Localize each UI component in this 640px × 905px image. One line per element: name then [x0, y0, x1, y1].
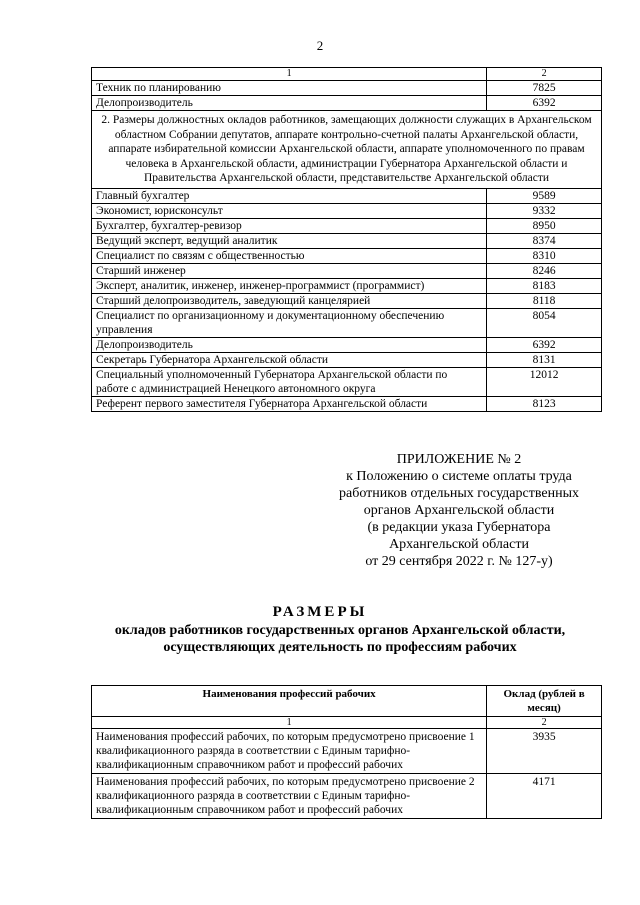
- salary-table-workers: [91, 685, 602, 819]
- column-number-1: 1: [92, 717, 487, 729]
- position-name: Старший инженер: [92, 263, 487, 278]
- position-salary: 7825: [487, 81, 602, 96]
- position-salary: 9589: [487, 188, 602, 203]
- table-row: [92, 203, 602, 218]
- table-row: [92, 308, 602, 337]
- document-title: РАЗМЕРЫ: [272, 604, 368, 620]
- document-subtitle: окладов работников государственных органов Архангельской области, осуществляющих деятельность по профессиям рабочих: [114, 623, 566, 655]
- table-row: [92, 367, 602, 396]
- position-salary: 8054: [487, 308, 602, 337]
- appendix-line: органов Архангельской области: [363, 503, 555, 518]
- position-salary: 9332: [487, 203, 602, 218]
- table-row: [92, 233, 602, 248]
- position-salary: 6392: [487, 96, 602, 111]
- appendix-heading: [318, 451, 600, 570]
- position-name: Специалист по связям с общественностью: [92, 248, 487, 263]
- position-salary: 8118: [487, 293, 602, 308]
- position-name: Главный бухгалтер: [92, 188, 487, 203]
- section-2-heading: 2. Размеры должностных окладов работников, замещающих должности служащих в Архангельском областном Собрании депутатов, аппарате контрольно-счетной палаты Архангельской области, аппарате избирательной комиссии Архангельской области, аппарате уполномоченного по правам человека в Архангельской области, администрации Губернатора Архангельской области и Правительства Архангельской области, представительстве Архангельской области: [92, 111, 602, 189]
- table-row: [92, 188, 602, 203]
- appendix-line: к Положению о системе оплаты труда: [346, 469, 572, 484]
- column-number-2: 2: [487, 717, 602, 729]
- table-column-numbers: [92, 68, 602, 81]
- profession-salary: 4171: [487, 774, 602, 819]
- column-number-1: 1: [92, 68, 487, 81]
- table-row: [92, 396, 602, 411]
- table-row: [92, 293, 602, 308]
- header-salary: Оклад (рублей в месяц): [487, 686, 602, 717]
- header-profession-name: Наименования профессий рабочих: [92, 686, 487, 717]
- position-salary: 8123: [487, 396, 602, 411]
- position-name: Делопроизводитель: [92, 96, 487, 111]
- position-salary: 8246: [487, 263, 602, 278]
- position-salary: 8950: [487, 218, 602, 233]
- table-row: [92, 218, 602, 233]
- position-salary: 8310: [487, 248, 602, 263]
- position-name: Техник по планированию: [92, 81, 487, 96]
- position-salary: 12012: [487, 367, 602, 396]
- position-name: Референт первого заместителя Губернатора Архангельской области: [92, 396, 487, 411]
- table-row: [92, 337, 602, 352]
- appendix-line: ПРИЛОЖЕНИЕ № 2: [396, 452, 522, 467]
- table-row: [92, 278, 602, 293]
- position-name: Эксперт, аналитик, инженер, инженер-программист (программист): [92, 278, 487, 293]
- table-row: [92, 263, 602, 278]
- position-salary: 6392: [487, 337, 602, 352]
- position-name: Ведущий эксперт, ведущий аналитик: [92, 233, 487, 248]
- profession-name: Наименования профессий рабочих, по которым предусмотрено присвоение 2 квалификационного разряда в соответствии с Единым тарифно-квалификационным справочником работ и профессий рабочих: [92, 774, 487, 819]
- position-name: Экономист, юрисконсульт: [92, 203, 487, 218]
- table-column-numbers: [92, 717, 602, 729]
- table-row: [92, 248, 602, 263]
- appendix-line: Архангельской области: [389, 537, 529, 552]
- table-row: [92, 774, 602, 819]
- table-row: [92, 81, 602, 96]
- position-name: Специалист по организационному и документационному обеспечению управления: [92, 308, 487, 337]
- position-name: Старший делопроизводитель, заведующий канцелярией: [92, 293, 487, 308]
- section-heading-row: [92, 111, 602, 189]
- position-salary: 8131: [487, 352, 602, 367]
- table-row: [92, 729, 602, 774]
- position-name: Делопроизводитель: [92, 337, 487, 352]
- profession-salary: 3935: [487, 729, 602, 774]
- page-number: 2: [316, 38, 324, 53]
- position-name: Бухгалтер, бухгалтер-ревизор: [92, 218, 487, 233]
- position-salary: 8374: [487, 233, 602, 248]
- profession-name: Наименования профессий рабочих, по которым предусмотрено присвоение 1 квалификационного разряда в соответствии с Единым тарифно-квалификационным справочником работ и профессий рабочих: [92, 729, 487, 774]
- appendix-line: работников отдельных государственных: [338, 486, 579, 501]
- appendix-line: (в редакции указа Губернатора: [367, 520, 551, 535]
- table-row: [92, 352, 602, 367]
- position-name: Специальный уполномоченный Губернатора Архангельской области по работе с администрацией Ненецкого автономного округа: [92, 367, 487, 396]
- table-header-row: [92, 686, 602, 717]
- salary-table-employees: [91, 67, 602, 412]
- column-number-2: 2: [487, 68, 602, 81]
- appendix-line: от 29 сентября 2022 г. № 127-у): [365, 554, 553, 569]
- table-row: [92, 96, 602, 111]
- position-salary: 8183: [487, 278, 602, 293]
- position-name: Секретарь Губернатора Архангельской области: [92, 352, 487, 367]
